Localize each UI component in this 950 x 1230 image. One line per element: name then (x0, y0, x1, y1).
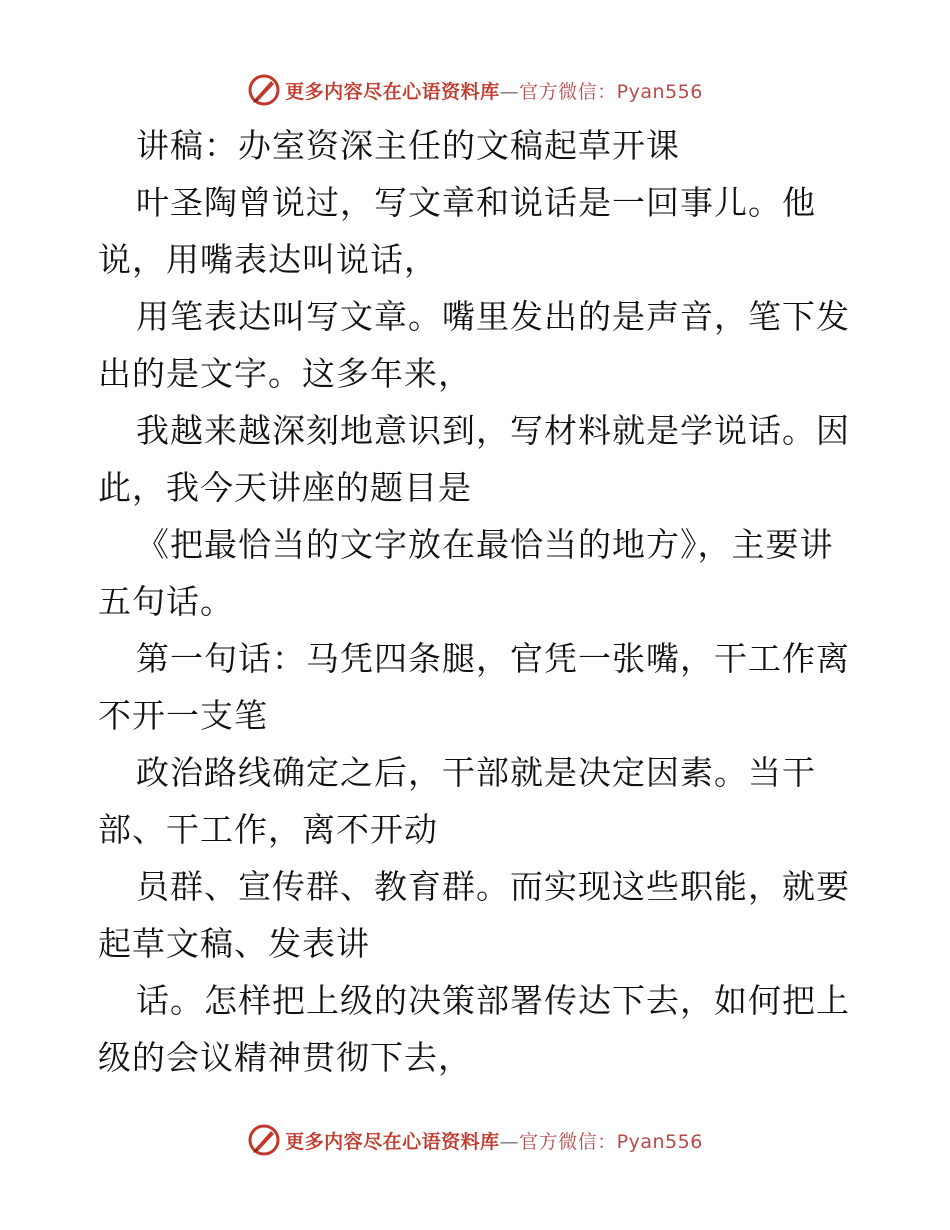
paragraph-line: 话。怎样把上级的决策部署传达下去，如何把上 (136, 981, 850, 1020)
footer-watermark (0, 1120, 950, 1160)
watermark-text: 更多内容尽在心语资料库—官方微信：Pyan556 (285, 80, 703, 103)
watermark-text: 更多内容尽在心语资料库—官方微信：Pyan556 (285, 1130, 703, 1153)
quill-pen-logo-icon (247, 1123, 281, 1157)
paragraph-line: 《把最恰当的文字放在最恰当的地方》，主要讲 (136, 525, 834, 564)
paragraph-line: 级的会议精神贯彻下去， (98, 1038, 472, 1077)
document-body (98, 117, 858, 1086)
paragraph-line: 五句话。 (98, 582, 234, 621)
paragraph-line: 说，用嘴表达叫说话， (98, 240, 438, 279)
document-title: 讲稿：办室资深主任的文稿起草开课 (136, 126, 680, 165)
section-heading-continued: 不开一支笔 (98, 696, 268, 735)
paragraph-line: 出的是文字。这多年来， (98, 354, 472, 393)
section-heading: 第一句话：马凭四条腿，官凭一张嘴，干工作离 (136, 639, 850, 678)
paragraph-line: 叶圣陶曾说过，写文章和说话是一回事儿。他 (136, 183, 816, 222)
header-watermark (0, 70, 950, 110)
paragraph-line: 我越来越深刻地意识到，写材料就是学说话。因 (136, 411, 850, 450)
paragraph-line: 用笔表达叫写文章。嘴里发出的是声音，笔下发 (136, 297, 850, 336)
paragraph-line: 起草文稿、发表讲 (98, 924, 370, 963)
quill-pen-logo-icon (247, 73, 281, 107)
paragraph-line: 员群、宣传群、教育群。而实现这些职能，就要 (136, 867, 850, 906)
paragraph-line: 部、干工作，离不开动 (98, 810, 438, 849)
paragraph-line: 政治路线确定之后，干部就是决定因素。当干 (136, 753, 816, 792)
paragraph-line: 此，我今天讲座的题目是 (98, 468, 472, 507)
